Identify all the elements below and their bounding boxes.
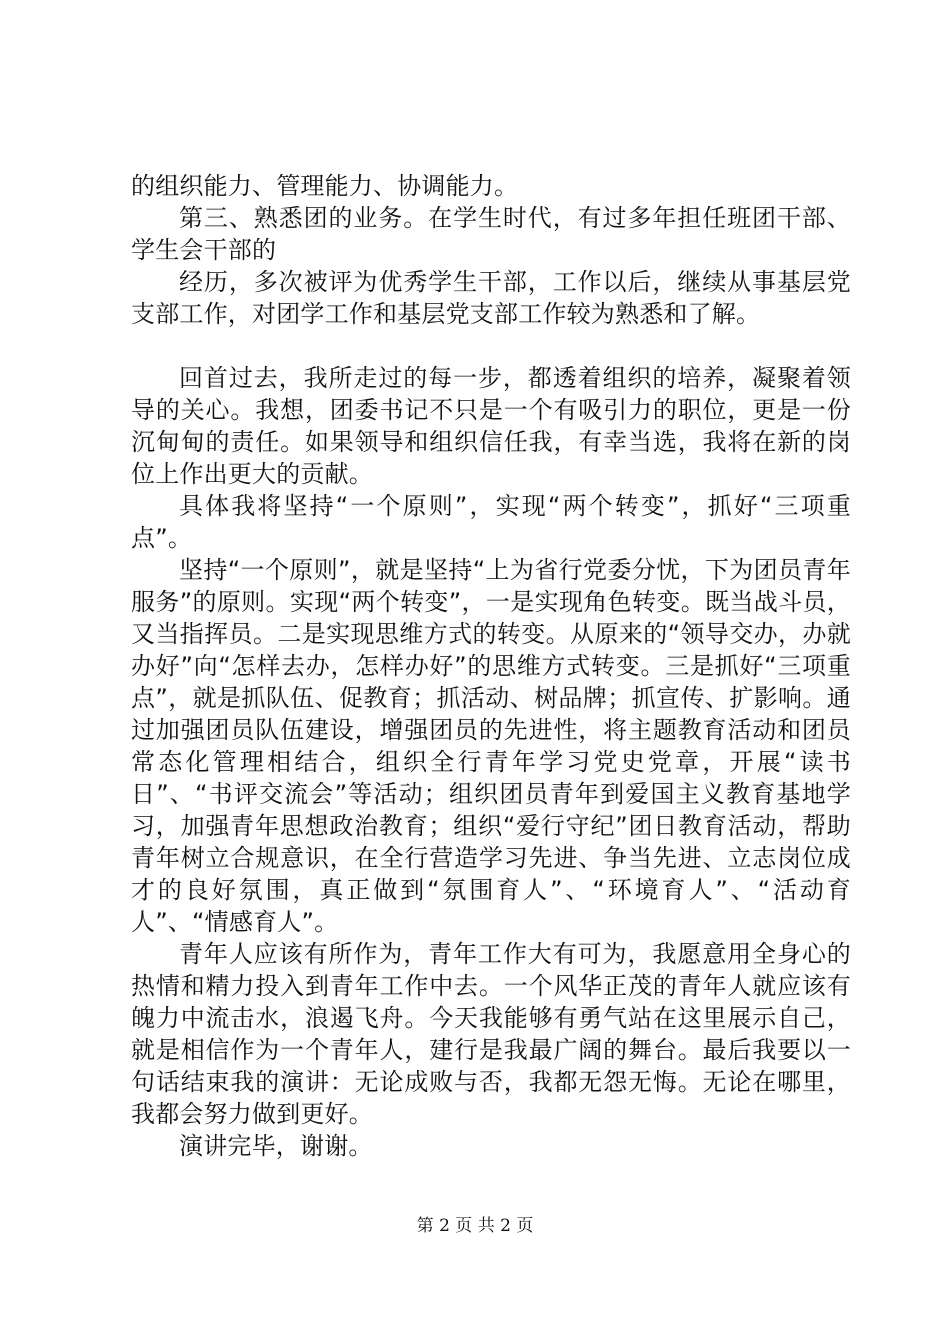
paragraph-ability-summary: 的组织能力、管理能力、协调能力。 [131, 172, 519, 200]
paragraph-looking-back: 回首过去，我所走过的每一步，都透着组织的培养，凝聚着领导的关心。我想，团委书记不只是一个有吸引力的职位，更是一份沉甸甸的责任。如果领导和组织信任我，有幸当选，我将在新的岗位上作出更大的贡献。 [131, 364, 851, 488]
paragraph-plan-details: 坚持“一个原则”，就是坚持“上为省行党委分忧，下为团员青年服务”的原则。实现“两个转变”，一是实现角色转变。既当战斗员，又当指挥员。二是实现思维方式的转变。从原来的“领导交办，办就办好”向“怎样去办，怎样办好”的思维方式转变。三是抓好“三项重点”，就是抓队伍、促教育；抓活动、树品牌；抓宣传、扩影响。通过加强团员队伍建设，增强团员的先进性，将主题教育活动和团员常态化管理相结合，组织全行青年学习党史党章，开展“读书日”、“书评交流会”等活动；组织团员青年到爱国主义教育基地学习，加强青年思想政治教育；组织“爱行守纪”团日教育活动，帮助青年树立合规意识，在全行营造学习先进、争当先进、立志岗位成才的良好氛围，真正做到“氛围育人”、“环境育人”、“活动育人”、“情感育人”。 [131, 556, 851, 936]
paragraph-experience: 经历，多次被评为优秀学生干部，工作以后，继续从事基层党支部工作，对团学工作和基层党支部工作较为熟悉和了解。 [131, 268, 851, 328]
page-number-footer: 第 2 页 共 2 页 [416, 1216, 534, 1236]
paragraph-third-point: 第三、熟悉团的业务。在学生时代，有过多年担任班团干部、学生会干部的 [131, 204, 851, 264]
paragraph-youth-aspiration: 青年人应该有所作为，青年工作大有可为，我愿意用全身心的热情和精力投入到青年工作中去。一个风华正茂的青年人就应该有魄力中流击水，浪遏飞舟。今天我能够有勇气站在这里展示自己，就是相信作为一个青年人，建行是我最广阔的舞台。最后我要以一句话结束我的演讲：无论成败与否，我都无怨无悔。无论在哪里，我都会努力做到更好。 [131, 940, 851, 1128]
document-body [131, 170, 851, 1162]
paragraph-plan-intro: 具体我将坚持“一个原则”，实现“两个转变”，抓好“三项重点”。 [131, 492, 851, 552]
paragraph-closing: 演讲完毕，谢谢。 [179, 1132, 373, 1160]
